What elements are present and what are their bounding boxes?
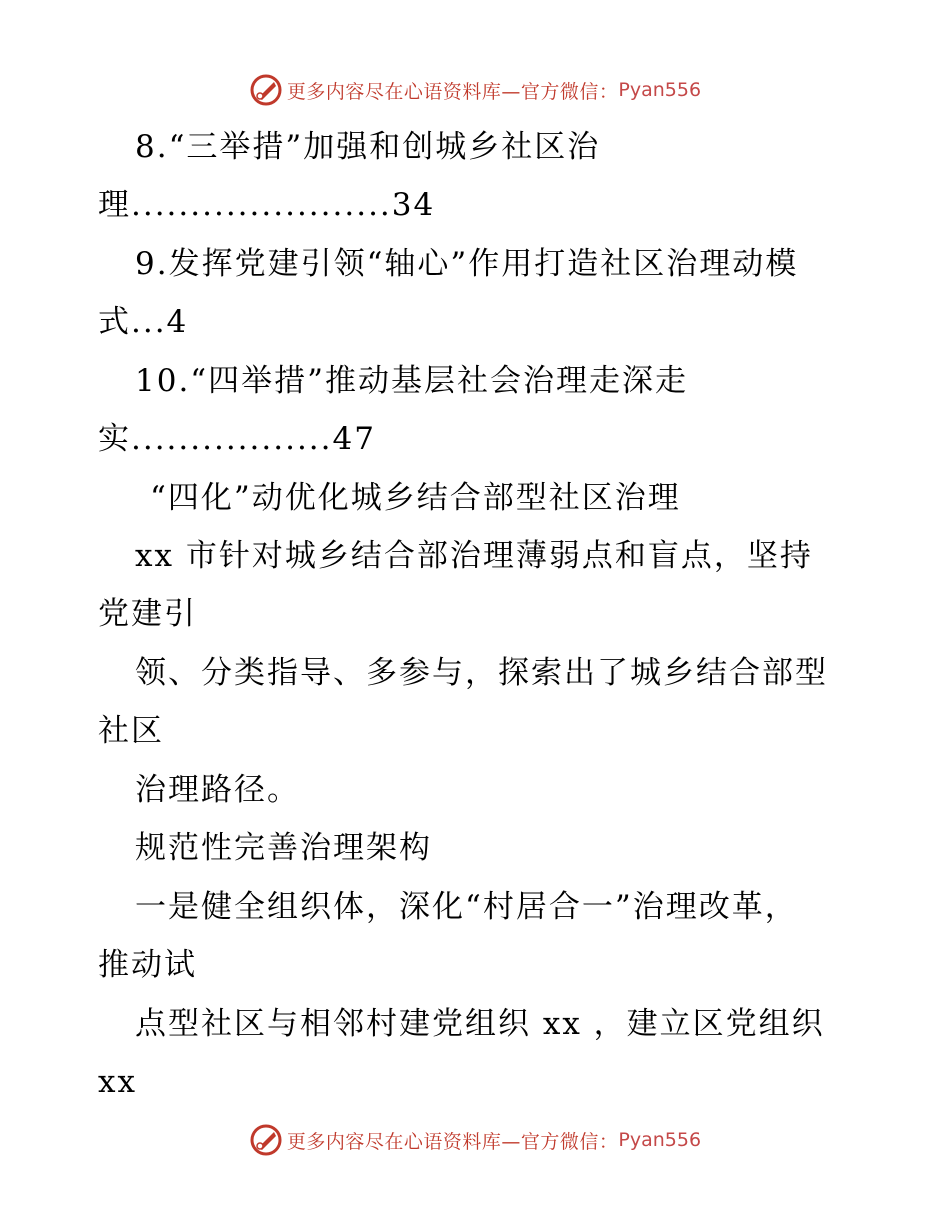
footer-watermark bbox=[0, 1122, 950, 1158]
toc-entry-8-page: 理......................34 bbox=[98, 187, 436, 223]
paragraph-line: 点型社区与相邻村建党组织 xx ，建立区党组织 bbox=[135, 1006, 825, 1042]
paragraph-line: 党建引 bbox=[98, 596, 197, 632]
watermark-wechat-id: Pyan556 bbox=[618, 1129, 702, 1151]
section-heading: 规范性完善治理架构 bbox=[135, 830, 432, 866]
toc-entry-9: 9.发挥党建引领“轴心”作用打造社区治理动模 bbox=[135, 246, 799, 282]
watermark-text: 更多内容尽在心语资料库—官方微信： bbox=[286, 80, 619, 103]
toc-entry-9-page: 式...4 bbox=[98, 304, 189, 340]
paragraph-line: 一是健全组织体，深化“村居合一”治理改革， bbox=[135, 889, 798, 925]
toc-entry-10: 10.“四举措”推动基层社会治理走深走 bbox=[135, 363, 688, 399]
watermark-text: 更多内容尽在心语资料库—官方微信： bbox=[286, 1130, 619, 1153]
paragraph-line: 社区 bbox=[98, 713, 164, 749]
toc-entry-10-page: 实.................47 bbox=[98, 421, 376, 457]
header-watermark bbox=[0, 72, 950, 108]
quill-logo-icon bbox=[249, 73, 283, 107]
paragraph-line: xx 市针对城乡结合部治理薄弱点和盲点，坚持 bbox=[135, 538, 813, 574]
article-title: “四化”动优化城乡结合部型社区治理 bbox=[150, 480, 681, 516]
paragraph-line: 推动试 bbox=[98, 947, 197, 983]
paragraph-line: 领、分类指导、多参与，探索出了城乡结合部型 bbox=[135, 655, 828, 691]
paragraph-line: 治理路径。 bbox=[135, 772, 300, 808]
toc-entry-8: 8.“三举措”加强和创城乡社区治 bbox=[135, 129, 601, 165]
quill-logo-icon bbox=[249, 1123, 283, 1157]
watermark-wechat-id: Pyan556 bbox=[618, 79, 702, 101]
paragraph-line: xx bbox=[98, 1064, 137, 1100]
